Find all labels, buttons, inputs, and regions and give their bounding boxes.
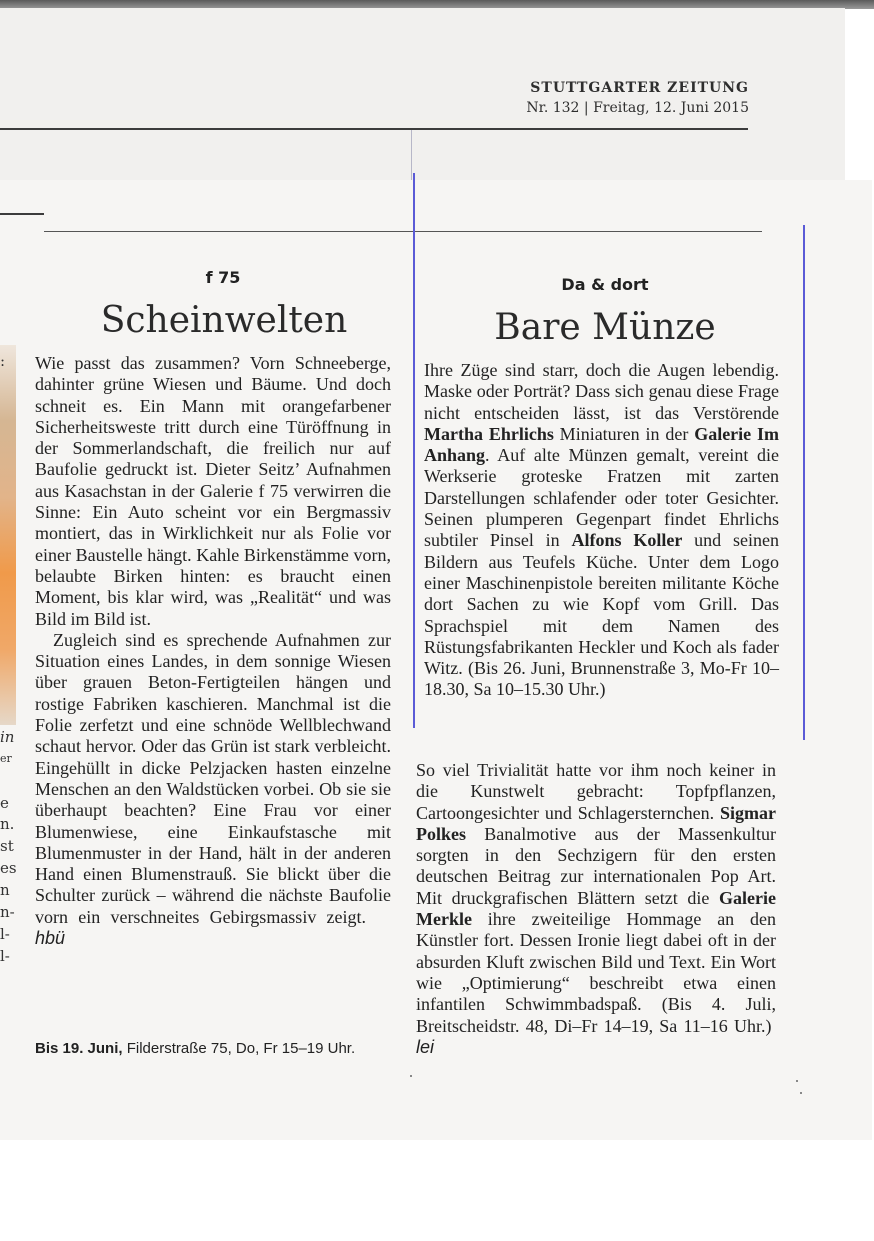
artist-name: Sigmar Polkes xyxy=(416,802,776,844)
right-article-body-1 xyxy=(424,360,779,701)
text-run: und seinen Bildern aus Teufels Küche. Unter dem Logo einer Maschinenpistole bereiten militante Köche dort Sachen zu wie Kopf vom Grill. Das Sprachspiel mit dem Namen des Rüstungsfabrikanten Heckler und Koch als fader Witz. (Bis 26. Juni, Brunnenstraße 3, Mo-Fr 10–18.30, Sa 10–15.30 Uhr.) xyxy=(424,530,779,700)
scan-speck xyxy=(796,1080,798,1082)
artist-name: Alfons Koller xyxy=(571,530,683,551)
scan-speck xyxy=(800,1092,802,1094)
cut-text-fragment: n. xyxy=(0,815,15,833)
masthead xyxy=(526,80,749,116)
cut-text-fragment: l- xyxy=(0,947,10,965)
left-article-body xyxy=(35,353,391,949)
cut-text-fragment: : xyxy=(0,352,6,370)
right-article-kicker: Da & dort xyxy=(561,275,649,294)
fold-line xyxy=(411,130,412,180)
cut-text-fragment: l- xyxy=(0,925,10,943)
text-run: Ihre Züge sind starr, doch die Augen lebendig. Maske oder Porträt? Dass sich genau diese Frage nicht entscheiden lässt, ist das Verstörende xyxy=(424,360,779,423)
left-paragraph-2 xyxy=(35,630,391,949)
text-run: . Auf alte Münzen gemalt, vereint die Werkserie groteske Fratzen mit zarten Darstellungen schlafender oder toter Gesichter. Seinen plumperen Gegenpart findet Ehrlichs subtiler Pinsel in xyxy=(424,445,779,551)
cut-text-fragment: er xyxy=(0,752,12,765)
text-run: ihre zweiteilige Hommage an den Künstler fort. Dessen Ironie liegt dabei oft in der absurden Kluft zwischen Bild und Text. Ein Wort wie „Optimierung“ beschreibt etwa einen infantilen Schwimmbadspaß. (Bis 4. Juli, Breitscheidstr. 48, Di–Fr 14–19, Sa 11–16 Uhr.) xyxy=(416,909,776,1036)
cut-text-fragment: in xyxy=(0,728,15,746)
scan-speck xyxy=(410,1075,412,1077)
short-rule xyxy=(0,213,44,215)
cut-text-fragment: n- xyxy=(0,903,15,921)
left-author-signature: hbü xyxy=(35,928,66,949)
right-article-body-2 xyxy=(416,760,776,1058)
exhibition-end-date: Bis 19. Juni, xyxy=(35,1040,123,1057)
gallery-name: Galerie Merkle xyxy=(416,887,776,930)
right-article-headline: Bare Münze xyxy=(494,307,716,348)
cropped-photo-edge xyxy=(0,345,16,725)
masthead-rule xyxy=(0,128,748,130)
right-margin-pen-line xyxy=(803,225,805,740)
left-paragraph-1: Wie passt das zusammen? Vorn Schneeberge, dahinter grüne Wiesen und Bäume. Und doch schneit es. Ein Mann mit orangefarbener Sicherheitsweste tritt durch eine Türöffnung in der Sommerlandschaft, die freilich nur auf Baufolie gedruckt ist. Dieter Seitz’ Aufnahmen aus Kasachstan in der Galerie f 75 verwirren die Sinne: Ein Auto scheint vor ein Bergmassiv montiert, das in Wirklichkeit nur als Folie vor einer Baustelle hängt. Kahle Birkenstämme vorn, belaubte Birken hinten: es braucht einen Moment, bis klar wird, was „Realität“ und was Bild im Bild ist. xyxy=(35,353,391,629)
cut-text-fragment: es xyxy=(0,859,17,877)
column-divider-pen xyxy=(413,173,415,728)
section-rule xyxy=(44,231,762,232)
text-run: So viel Trivialität hatte vor ihm noch keiner in die Kunstwelt gebracht: Topfpflanzen, Cartoongesichter und Schlagersternchen. xyxy=(416,760,776,823)
left-exhibition-info xyxy=(35,1040,395,1057)
newspaper-name: STUTTGARTER ZEITUNG xyxy=(530,80,749,96)
left-paragraph-2-text: Zugleich sind es sprechende Aufnahmen zur Situation eines Landes, in dem sonnige Wiesen über grauen Beton-Fertigteilen hängen und rostige Fabriken kaschieren. Manchmal ist die Folie zerfetzt und eine schnöde Wellblechwand schaut hervor. Oder das Grün ist stark verbleicht. Eingehüllt in dicke Pelzjacken hasten einzelne Menschen an den Waldstücken vorbei. Ob sie sie überhaupt beachten? Eine Frau vor einer Blumenwiese, eine Einkaufstasche mit Blumenmuster in der Hand, hält in der anderen Hand einen Blumenstrauß. Sie blickt über die Schulter zurück – während die nächste Baufolie vorn ein verschneites Gebirgsmassiv zeigt. xyxy=(35,629,391,927)
cut-text-fragment: n xyxy=(0,881,10,899)
exhibition-address-hours: Filderstraße 75, Do, Fr 15–19 Uhr. xyxy=(126,1040,356,1057)
cut-text-fragment: st xyxy=(0,837,14,855)
left-article-headline: Scheinwelten xyxy=(100,300,348,341)
artist-name: Martha Ehrlichs xyxy=(424,423,554,444)
left-article-kicker: f 75 xyxy=(205,268,241,287)
cut-text-fragment: e xyxy=(0,794,9,812)
right-author-signature: lei xyxy=(416,1036,435,1057)
right-paragraph-1 xyxy=(424,360,779,701)
text-run: Miniaturen in der xyxy=(553,423,695,444)
gallery-name: Galerie Im Anhang xyxy=(424,423,779,466)
text-run: Banalmotive aus der Massenkultur sorgten in den Sechzigern für den ersten deutschen Beitrag zur internationalen Pop Art. Mit druckgrafischen Blättern setzt die xyxy=(416,823,776,908)
issue-line: Nr. 132 | Freitag, 12. Juni 2015 xyxy=(526,100,749,116)
right-paragraph-2 xyxy=(416,760,776,1058)
